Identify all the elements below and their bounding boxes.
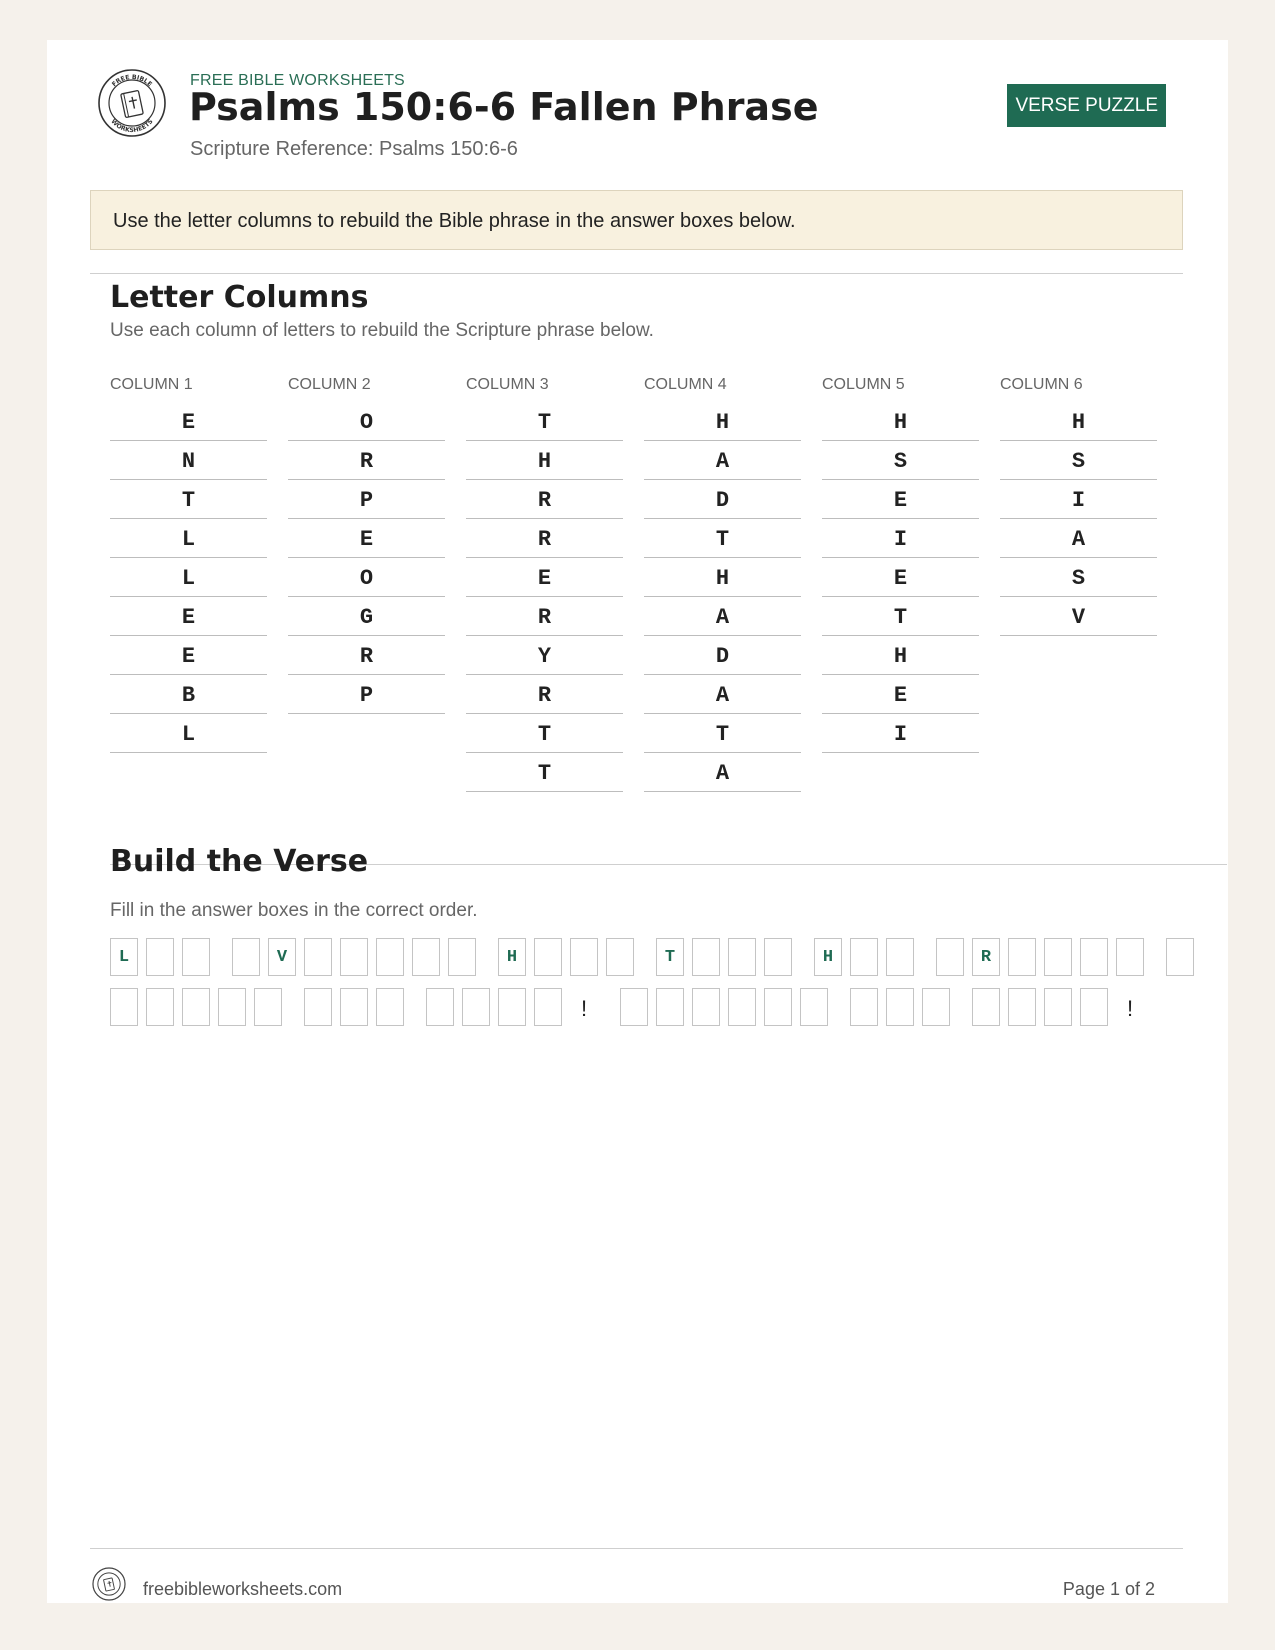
build-verse-subtitle: Fill in the answer boxes in the correct order. (110, 900, 478, 921)
verse-puzzle-badge: VERSE PUZZLE (1007, 84, 1166, 127)
answer-box[interactable] (412, 938, 440, 976)
column-letter: D (644, 636, 801, 675)
column-label: COLUMN 4 (644, 376, 727, 393)
answer-box[interactable] (376, 938, 404, 976)
answer-box[interactable] (448, 938, 476, 976)
answer-box[interactable] (606, 938, 634, 976)
column-letter: H (822, 402, 979, 441)
letter-column-3 (466, 377, 623, 792)
answer-box[interactable] (182, 988, 210, 1026)
answer-box[interactable] (936, 938, 964, 976)
column-letter: E (110, 402, 267, 441)
answer-box[interactable] (692, 938, 720, 976)
answer-box[interactable] (304, 938, 332, 976)
column-letter: E (822, 480, 979, 519)
answer-box[interactable] (254, 988, 282, 1026)
column-letter: D (644, 480, 801, 519)
column-letter: V (1000, 597, 1157, 636)
answer-box[interactable] (146, 988, 174, 1026)
column-letter: T (822, 597, 979, 636)
answer-box[interactable] (110, 988, 138, 1026)
letter-column-4 (644, 377, 801, 792)
column-letter: I (1000, 480, 1157, 519)
column-letter: A (1000, 519, 1157, 558)
logo-text-top: FREE BIBLE (110, 73, 154, 89)
answer-box[interactable] (620, 988, 648, 1026)
answer-box[interactable] (728, 938, 756, 976)
answer-box[interactable] (304, 988, 332, 1026)
divider (90, 273, 1183, 274)
column-letter: S (1000, 441, 1157, 480)
column-letter: T (466, 402, 623, 441)
answer-box[interactable] (1044, 988, 1072, 1026)
answer-box[interactable] (1044, 938, 1072, 976)
column-letter: H (1000, 402, 1157, 441)
punctuation-mark: ! (580, 996, 588, 1021)
answer-box[interactable] (922, 988, 950, 1026)
page-number: Page 1 of 2 (1062, 1579, 1155, 1599)
column-letter: E (822, 675, 979, 714)
answer-box[interactable] (850, 988, 878, 1026)
column-letter: I (822, 714, 979, 753)
answer-box[interactable] (1008, 988, 1036, 1026)
column-letter: R (288, 636, 445, 675)
column-letter: T (644, 714, 801, 753)
brand-name: FREE BIBLE WORKSHEETS (190, 72, 405, 89)
column-letter: R (466, 675, 623, 714)
column-letter: R (466, 480, 623, 519)
column-letter: Y (466, 636, 623, 675)
column-letter: N (110, 441, 267, 480)
column-letter: H (644, 402, 801, 441)
column-letter: L (110, 558, 267, 597)
column-letter: B (110, 675, 267, 714)
footer-logo-icon (92, 1567, 126, 1601)
answer-box[interactable] (1008, 938, 1036, 976)
answer-box[interactable]: H (814, 938, 842, 976)
svg-text:FREE BIBLE (111, 74, 153, 88)
column-letter: E (822, 558, 979, 597)
answer-box[interactable] (886, 938, 914, 976)
logo-text-bottom: WORKSHEETS (109, 118, 155, 135)
answer-box[interactable] (232, 938, 260, 976)
answer-box[interactable] (426, 988, 454, 1026)
instructions-box: Use the letter columns to rebuild the Bible phrase in the answer boxes below. (90, 190, 1183, 250)
page-title: Psalms 150:6-6 Fallen Phrase (189, 85, 819, 129)
answer-box[interactable]: H (498, 938, 526, 976)
column-letter: E (110, 636, 267, 675)
answer-box[interactable]: V (268, 938, 296, 976)
column-letter: S (822, 441, 979, 480)
column-label: COLUMN 5 (822, 376, 905, 393)
answer-box[interactable] (534, 988, 562, 1026)
build-verse-title: Build the Verse (110, 844, 369, 879)
answer-box[interactable] (1080, 988, 1108, 1026)
bible-logo-icon (97, 68, 167, 138)
answer-box[interactable]: L (110, 938, 138, 976)
column-letter: A (644, 597, 801, 636)
column-letter: A (644, 753, 801, 792)
column-letter: L (110, 714, 267, 753)
column-letter: L (110, 519, 267, 558)
letter-column-2 (288, 377, 445, 714)
answer-box[interactable] (376, 988, 404, 1026)
answer-box[interactable] (656, 988, 684, 1026)
answer-box[interactable] (850, 938, 878, 976)
column-letter: P (288, 480, 445, 519)
column-letter: P (288, 675, 445, 714)
column-letter: H (644, 558, 801, 597)
answer-box[interactable] (972, 988, 1000, 1026)
answer-box[interactable] (146, 938, 174, 976)
answer-box[interactable]: T (656, 938, 684, 976)
column-letter: A (644, 675, 801, 714)
column-letter: E (110, 597, 267, 636)
column-label: COLUMN 1 (110, 376, 193, 393)
answer-box[interactable] (534, 938, 562, 976)
column-letter: T (644, 519, 801, 558)
footer-site-link[interactable]: freebibleworksheets.com (143, 1579, 343, 1599)
letter-column-6 (1000, 377, 1157, 636)
column-letter: R (466, 597, 623, 636)
letter-columns-title: Letter Columns (110, 280, 369, 315)
worksheet-page (47, 40, 1228, 1603)
answer-box[interactable] (764, 938, 792, 976)
answer-box[interactable] (570, 938, 598, 976)
column-letter: O (288, 558, 445, 597)
letter-column-5 (822, 377, 979, 753)
answer-box[interactable] (498, 988, 526, 1026)
answer-box[interactable] (462, 988, 490, 1026)
answer-box[interactable] (886, 988, 914, 1026)
answer-box[interactable] (800, 988, 828, 1026)
answer-box[interactable] (1080, 938, 1108, 976)
letter-column-1 (110, 377, 267, 753)
column-letter: R (288, 441, 445, 480)
column-letter: H (822, 636, 979, 675)
column-label: COLUMN 2 (288, 376, 371, 393)
column-letter: R (466, 519, 623, 558)
answer-box[interactable]: R (972, 938, 1000, 976)
answer-box[interactable] (1116, 938, 1144, 976)
answer-box[interactable] (692, 988, 720, 1026)
answer-box[interactable] (340, 938, 368, 976)
column-letter: A (644, 441, 801, 480)
column-letter: S (1000, 558, 1157, 597)
column-letter: H (466, 441, 623, 480)
column-letter: T (110, 480, 267, 519)
column-letter: G (288, 597, 445, 636)
column-letter: O (288, 402, 445, 441)
column-letter: T (466, 714, 623, 753)
answer-box[interactable] (182, 938, 210, 976)
scripture-reference: Scripture Reference: Psalms 150:6-6 (190, 138, 518, 160)
column-letter: T (466, 753, 623, 792)
column-letter: I (822, 519, 979, 558)
answer-box[interactable] (728, 988, 756, 1026)
column-letter: E (288, 519, 445, 558)
footer-divider (90, 1548, 1183, 1549)
answer-box[interactable] (218, 988, 246, 1026)
punctuation-mark: ! (1126, 996, 1134, 1021)
answer-box[interactable] (764, 988, 792, 1026)
column-label: COLUMN 3 (466, 376, 549, 393)
letter-columns-subtitle: Use each column of letters to rebuild the Scripture phrase below. (110, 320, 654, 341)
answer-box[interactable] (340, 988, 368, 1026)
column-label: COLUMN 6 (1000, 376, 1083, 393)
column-letter: E (466, 558, 623, 597)
answer-box[interactable] (1166, 938, 1194, 976)
